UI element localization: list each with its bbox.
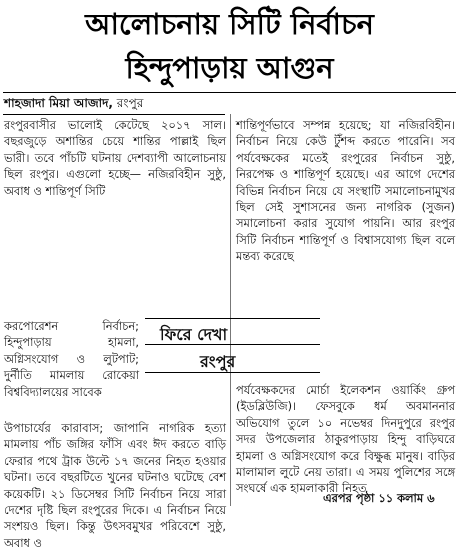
column-divider (230, 114, 231, 506)
article-col2-bottom-text: পর্যবেক্ষকদের মোর্চা ইলেকশন ওয়ার্কিং গ্রুপ (ইডব্লিউজি)। ফেসবুকে ধর্ম অবমাননার অভিযোগ তুলে ১০ নভেম্বর দিনদুপুরে রংপুর সদর উপজেলার ঠাকুরপাড়ায় হিন্দু বাড়িঘরে হামলা ও অগ্নিসংযোগ করে বিক্ষুব্ধ মানুষ। বাড়ির মালামাল লুটে নেয় তারা। এ সময় পুলিশের সঙ্গে সংঘর্ষে এক হামলাকারী নিহত (236, 383, 455, 496)
headline-line-2: হিন্দুপাড়ায় আগুন (125, 51, 334, 85)
article-col1-bottom-text: উপাচার্যের কারাবাস; জাপানি নাগরিক হত্যা মামলায় পাঁচ জঙ্গির ফাঁসি এবং ঈদ করতে বাড়ি ফেরার পথে ট্রাক উল্টে ১৭ জনের নিহত হওয়ার ঘটনা। তবে বছরটিতে খুনের ঘটনাও ঘটেছে বেশ কয়েকটি। ২১ ডিসেম্বর সিটি নির্বাচন নিয়ে সারা দেশের দৃষ্টি ছিল রংপুরের দিকে। এ নির্বাচন নিয়ে সংশয়ও ছিল। কিন্তু উৎসবমুখর পরিবেশে সুষ্ঠু, অবাধ ও (4, 421, 226, 550)
article-col2-bottom (236, 382, 455, 496)
inset-rule-bottom (145, 372, 320, 373)
article-col2-top (236, 117, 455, 317)
inset-rule-top (145, 318, 320, 319)
byline (4, 95, 226, 111)
inset-rule-middle (145, 344, 320, 345)
article-col1-top-text: রংপুরবাসীর ভালোই কেটেছে ২০১৭ সাল। বছরজুড়ে অশান্তির চেয়ে শান্তির পাল্লাই ছিল ভারী। তবে পাঁচটি ঘটনায় দেশব্যাপী আলোচনায় ছিল রংপুর। এগুলো হচ্ছে— নজিরবিহীন সুষ্ঠু, অবাধ ও শান্তিপূর্ণ সিটি (4, 118, 226, 198)
inset-title-2: রংপুর (200, 352, 236, 371)
byline-author: শাহজাদা মিয়া আজাদ, (4, 96, 113, 110)
continuation-note: এরপর পৃষ্ঠা ১১ কলাম ৬ (323, 491, 435, 505)
inset-title-1: ফিরে দেখা (160, 325, 228, 344)
headline-line-1: আলোচনায় সিটি নির্বাচন (85, 7, 374, 41)
headline-rule (3, 92, 456, 93)
article-col1-mid-text: করপোরেশন নির্বাচন; হিন্দুপাড়ায় হামলা, অগ্নিসংযোগ ও লুটপাট; দুর্নীতি মামলায় রোকেয়া বিশ্ববিদ্যালয়ের সাবেক (4, 319, 139, 399)
article-col1-bottom (4, 420, 226, 550)
article-col1-top (4, 117, 226, 315)
byline-place: রংপুর (116, 96, 144, 110)
article-col2-top-text: শান্তিপূর্ণভাবে সম্পন্ন হয়েছে; যা নজিরবিহীন। নির্বাচন নিয়ে কেউ টুঁশব্দ করতে পারেনি। সব পর্যবেক্ষকের মতেই রংপুরের নির্বাচন সুষ্ঠু, নিরপেক্ষ ও শান্তিপূর্ণ হয়েছে। এর আগে দেশের বিভিন্ন নির্বাচন নিয়ে যে সংস্থাটি সমালোচনামুখর ছিল সেই সুশাসনের জন্য নাগরিক (সুজন) সমালোচনা করার সুযোগ পায়নি। আর রংপুর সিটি নির্বাচন শান্তিপূর্ণ ও বিশ্বাসযোগ্য ছিল বলে মন্তব্য করেছে (236, 118, 455, 264)
article-col1-mid (4, 318, 139, 417)
byline-rule (3, 114, 225, 115)
